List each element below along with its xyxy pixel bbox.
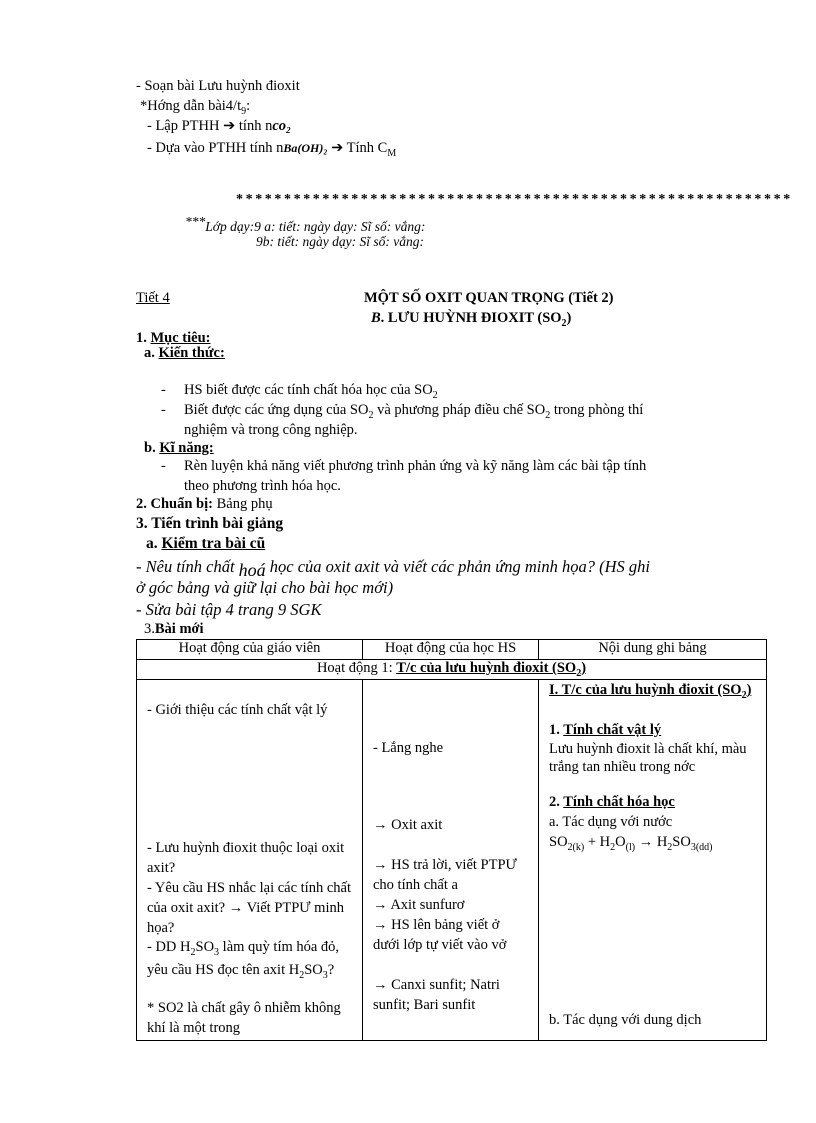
content-heading: I. T/c của lưu huỳnh đioxit $(SO_2)$ (549, 682, 752, 701)
student-item: → HS lên bảng viết ở dưới lớp tự viết vào vở (373, 917, 507, 953)
review-question-1-cont: ở góc bảng và giữ lại cho bài học mới) (136, 578, 394, 597)
objectives-heading: 1. Mục tiêu: (136, 330, 211, 346)
table-header-row (137, 640, 767, 660)
teacher-item: * SO2 là chất gây ô nhiễm không khí là một trong (147, 1000, 341, 1036)
review-heading: a. Kiểm tra bài cũ (146, 535, 266, 552)
arrow-icon: ➔ (331, 140, 344, 156)
content-cell (539, 680, 767, 1041)
skills-item-1: Rèn luyện khả năng viết phương trình phản ứng và kỹ năng làm các bài tập tính (184, 458, 647, 474)
lesson-title: MỘT SỐ OXIT QUAN TRỌNG (Tiết 2) (364, 290, 614, 306)
teacher-item: - DD $H_2SO_3$ làm quỳ tím hóa đỏ, yêu cầu HS đọc tên axit $H_2SO_3$? (147, 939, 340, 981)
student-item: → Oxit axit (373, 817, 443, 833)
header-student: Hoạt động của học HS (363, 640, 539, 660)
teacher-cell (137, 680, 363, 1041)
review-question-1: - Nêu tính chất hoá học của oxit axit và viết các phản ứng minh họa? (HS ghi (136, 557, 650, 580)
content-text: b. Tác dụng với dung dịch (549, 1012, 702, 1028)
star-separator: ********************************************************** (236, 192, 793, 207)
prep-line-4: - Dựa vào PTHH tính nBa(OH)₂ ➔ Tính $C_M$ (147, 140, 397, 159)
content-subheading: 1. Tính chất vật lý (549, 722, 662, 738)
knowledge-item-2-cont: nghiệm và trong công nghiệp. (184, 422, 358, 438)
student-item: → Axit sunfurơ (373, 897, 465, 913)
knowledge-heading: a. Kiến thức: (144, 345, 225, 361)
activity-title: Hoạt động 1: T/c của lưu huỳnh đioxit $(SO_2)$ (137, 660, 767, 680)
student-item: → Canxi sunfit; Natri sunfit; Bari sunfit (373, 977, 500, 1013)
activity-row (137, 660, 767, 680)
knowledge-item-2: Biết được các ứng dụng của $SO_2$ và phương pháp điều chế $SO_2$ trong phòng thí (184, 402, 644, 421)
prep-line-1: - Soạn bài Lưu huỳnh đioxit (136, 78, 300, 94)
bullet-dash: - (161, 458, 166, 474)
teacher-item: - Giới thiệu các tính chất vật lý (147, 702, 328, 718)
skills-heading: b. Kĩ năng: (144, 440, 214, 456)
bullet-dash: - (161, 402, 166, 418)
student-item: - Lắng nghe (373, 740, 444, 756)
content-subheading: 2. Tính chất hóa học (549, 794, 675, 810)
prep-line-2: *Hớng dẫn $bài4/t_9$: (140, 98, 251, 117)
skills-item-1-cont: theo phương trình hóa học. (184, 478, 341, 494)
bullet-dash: - (161, 382, 166, 398)
student-item: → HS trả lời, viết PTPƯ cho tính chất a (373, 857, 517, 893)
new-lesson-heading: 3.Bài mới (144, 621, 204, 637)
header-teacher: Hoạt động của giáo viên (137, 640, 363, 660)
content-text: Lưu huỳnh đioxit là chất khí, màu trắng tan nhiều trong nớc (549, 741, 747, 776)
student-cell (363, 680, 539, 1041)
arrow-icon: ➔ (223, 118, 236, 134)
teacher-item: - Lưu huỳnh đioxit thuộc loại oxit axit? (147, 840, 345, 876)
content-text: a. Tác dụng với nước (549, 814, 673, 830)
process-heading: 3. Tiến trình bài giảng (136, 515, 284, 532)
table-row (137, 680, 767, 1041)
header-content: Nội dung ghi bảng (539, 640, 767, 660)
prep-line-3: - Lập PTHH ➔ tính nco₂ (147, 118, 292, 134)
prepare-line: 2. Chuẩn bị: Bảng phụ (136, 496, 273, 512)
teacher-item: - Yêu cầu HS nhắc lại các tính chất của oxit axit? → Viết PTPƯ minh họa? (147, 880, 351, 936)
lesson-period: Tiết 4 (136, 290, 170, 306)
schedule-row-1: ***Lớp dạy:9 a: tiết: ngày dạy: Sĩ số: vắng: (185, 214, 426, 234)
knowledge-item-1: HS biết được các tính chất hóa học của $SO_2$ (184, 382, 438, 401)
chemical-equation: $SO_{2(k)} + H_2O_{(l)} \to H_2SO_{3(dd)}$ (549, 834, 713, 853)
lesson-table (136, 639, 767, 1041)
schedule-row-2: 9b: tiết: ngày dạy: Sĩ số: vắng: (256, 234, 424, 249)
review-question-2: - Sửa bài tập 4 trang 9 SGK (136, 600, 322, 619)
lesson-subtitle: B. LƯU HUỲNH ĐIOXIT $(SO_2)$ (371, 310, 572, 329)
